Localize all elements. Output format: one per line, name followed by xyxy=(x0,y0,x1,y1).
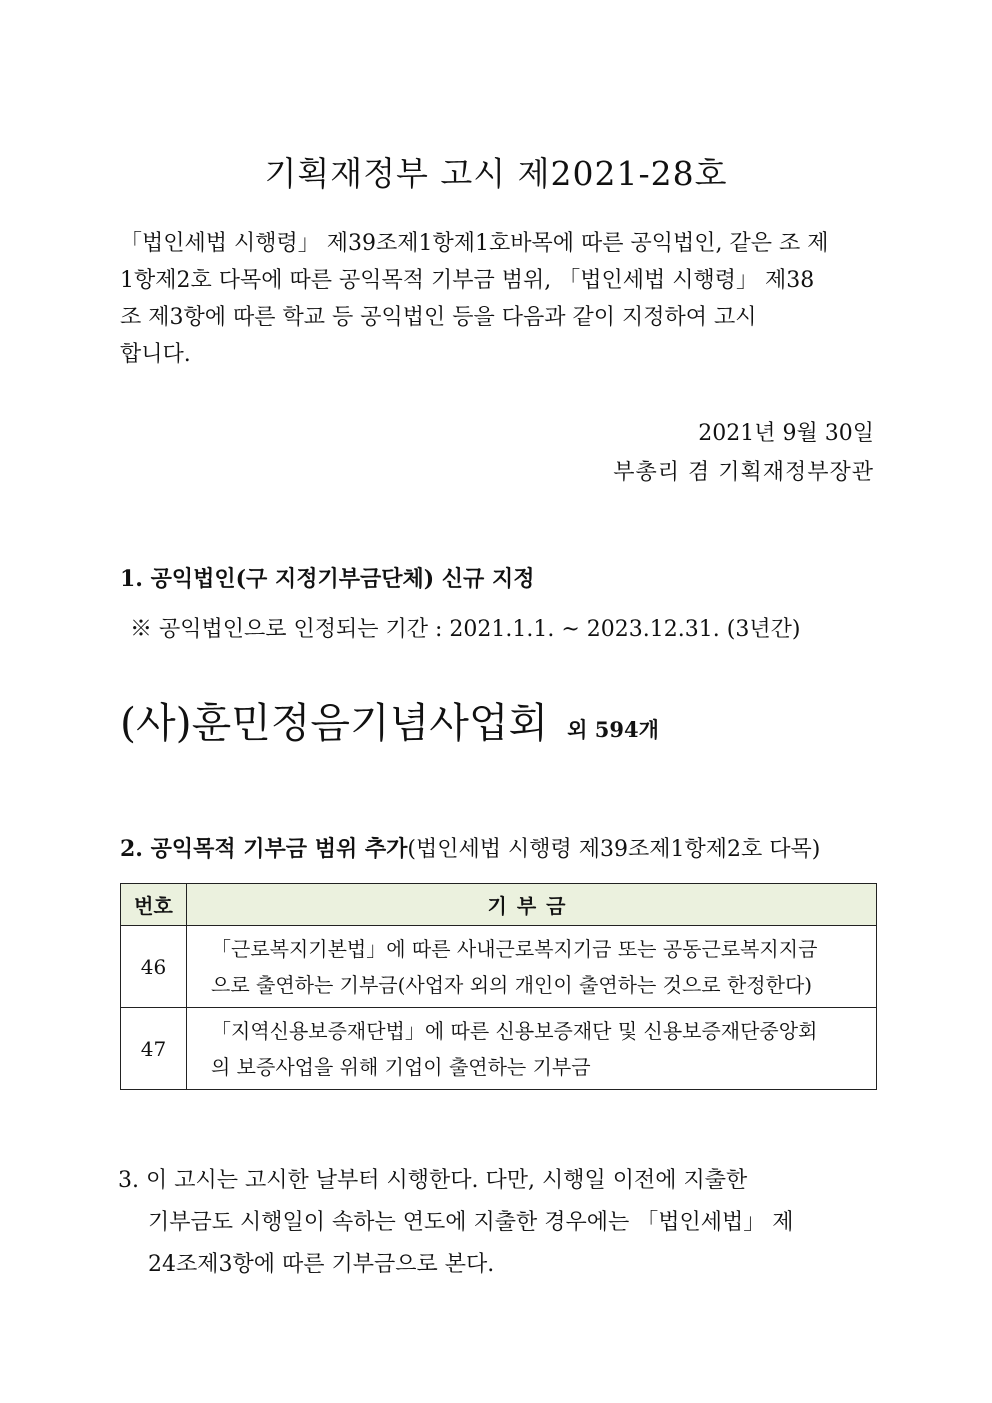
intro-paragraph xyxy=(120,225,876,373)
donation-table xyxy=(120,883,877,1090)
row-description-line: 으로 출연하는 기부금(사업자 외의 개인이 출연하는 것으로 한정한다) xyxy=(211,972,813,997)
section2-heading-title: 2. 공익목적 기부금 범위 추가 xyxy=(120,836,408,862)
table-header-row xyxy=(121,884,877,926)
organization-count: 외 594개 xyxy=(567,717,659,742)
table-row xyxy=(121,1008,877,1090)
row-description xyxy=(187,1008,877,1090)
table-row xyxy=(121,926,877,1008)
intro-line: 1항제2호 다목에 따른 공익목적 기부금 범위, 「법인세법 시행령」 제38 xyxy=(120,268,815,293)
column-header-number: 번호 xyxy=(121,884,187,926)
notice-date: 2021년 9월 30일 xyxy=(698,421,874,446)
row-description-line: 「지역신용보증재단법」에 따른 신용보증재단 및 신용보증재단중앙회 xyxy=(211,1018,818,1043)
section3-line: 24조제3항에 따른 기부금으로 본다. xyxy=(148,1252,495,1277)
section1-period-note: ※ 공익법인으로 인정되는 기간 : 2021.1.1. ~ 2023.12.31. (3년간) xyxy=(130,617,801,642)
row-description xyxy=(187,926,877,1008)
notice-signer: 부총리 겸 기획재정부장관 xyxy=(613,460,874,485)
organization-name: (사)훈민정음기념사업회 xyxy=(120,699,549,747)
section2-heading xyxy=(120,832,820,863)
column-header-donation: 기부금 xyxy=(187,884,877,926)
intro-line: 합니다. xyxy=(120,342,191,367)
intro-line: 조 제3항에 따른 학교 등 공익법인 등을 다음과 같이 지정하여 고시 xyxy=(120,305,757,330)
section2-heading-reference: (법인세법 시행령 제39조제1항제2호 다목) xyxy=(407,837,821,862)
row-number: 46 xyxy=(121,926,187,1008)
row-description-line: 「근로복지기본법」에 따른 사내근로복지기금 또는 공동근로복지지금 xyxy=(211,936,818,961)
notice-title: 기획재정부 고시 제2021-28호 xyxy=(264,154,728,193)
row-number: 47 xyxy=(121,1008,187,1090)
section3-line: 3. 이 고시는 고시한 날부터 시행한다. 다만, 시행일 이전에 지출한 xyxy=(118,1168,748,1193)
intro-line: 「법인세법 시행령」 제39조제1항제1호바목에 따른 공익법인, 같은 조 제 xyxy=(120,231,829,256)
section3-paragraph xyxy=(118,1160,876,1286)
designated-organization xyxy=(120,690,659,749)
section3-line: 기부금도 시행일이 속하는 연도에 지출한 경우에는 「법인세법」 제 xyxy=(148,1210,794,1235)
row-description-line: 의 보증사업을 위해 기업이 출연하는 기부금 xyxy=(211,1054,591,1079)
section1-heading: 1. 공익법인(구 지정기부금단체) 신규 지정 xyxy=(120,566,535,592)
